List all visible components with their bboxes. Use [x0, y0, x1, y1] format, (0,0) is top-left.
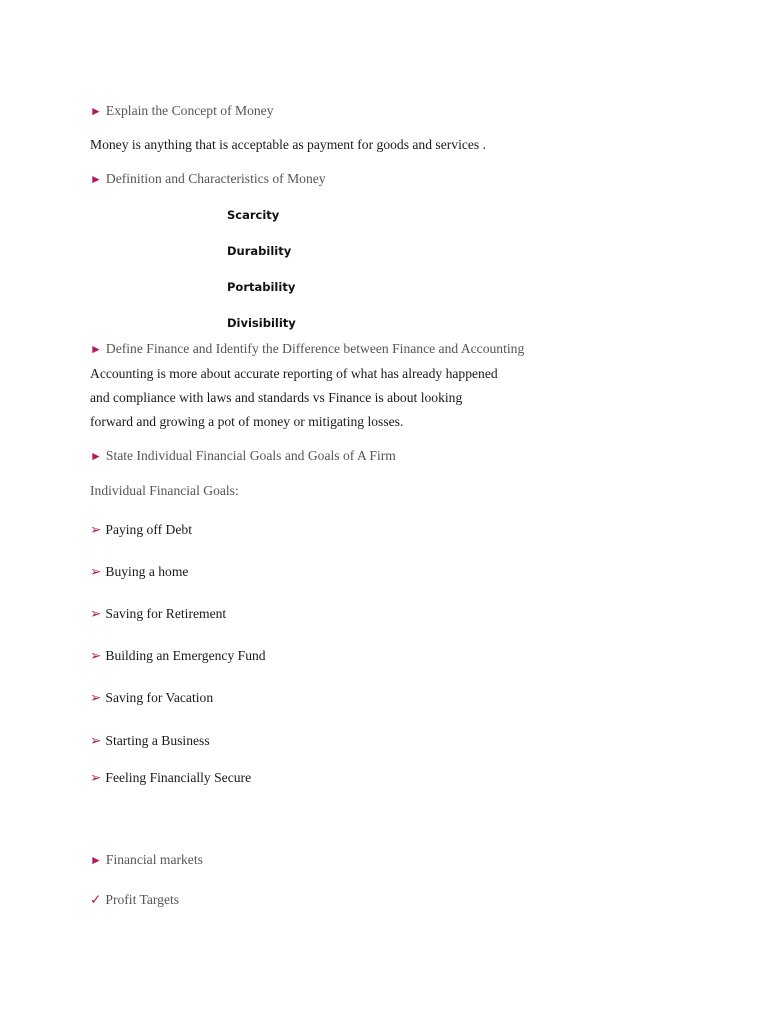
triangle-bullet-icon: ► [90, 342, 102, 356]
finance-vs-accounting-line-3: forward and growing a pot of money or mitigating losses. [90, 414, 404, 429]
heading-finance-vs-accounting: ► Define Finance and Identify the Difference between Finance and Accounting [90, 341, 525, 356]
arrowhead-bullet-icon: ➢ [90, 564, 102, 579]
arrowhead-bullet-icon: ➢ [90, 522, 102, 537]
list-item: ✓ Profit Targets [90, 892, 180, 907]
list-item: ➢ Saving for Vacation [90, 690, 214, 705]
heading-financial-markets: ► Financial markets [90, 852, 203, 867]
list-item: ➢ Paying off Debt [90, 522, 192, 537]
finance-vs-accounting-line-2: and compliance with laws and standards vs Finance is about looking [90, 390, 463, 405]
characteristic-divisibility: Divisibility [227, 316, 296, 330]
arrowhead-bullet-icon: ➢ [90, 690, 102, 705]
arrowhead-bullet-icon: ➢ [90, 733, 102, 748]
triangle-bullet-icon: ► [90, 853, 102, 867]
heading-characteristics-of-money: ► Definition and Characteristics of Money [90, 171, 326, 186]
triangle-bullet-icon: ► [90, 104, 102, 118]
individual-goals-label: Individual Financial Goals: [90, 483, 239, 498]
arrowhead-bullet-icon: ➢ [90, 606, 102, 621]
heading-concept-of-money: ► Explain the Concept of Money [90, 103, 274, 118]
list-item: ➢ Building an Emergency Fund [90, 648, 266, 663]
characteristic-portability: Portability [227, 280, 296, 294]
list-item: ➢ Saving for Retirement [90, 606, 227, 621]
list-item: ➢ Feeling Financially Secure [90, 770, 252, 785]
money-definition-text: Money is anything that is acceptable as payment for goods and services . [90, 137, 486, 152]
list-item: ➢ Buying a home [90, 564, 189, 579]
arrowhead-bullet-icon: ➢ [90, 770, 102, 785]
triangle-bullet-icon: ► [90, 172, 102, 186]
characteristic-scarcity: Scarcity [227, 208, 280, 222]
triangle-bullet-icon: ► [90, 449, 102, 463]
list-item: ➢ Starting a Business [90, 733, 210, 748]
arrowhead-bullet-icon: ➢ [90, 648, 102, 663]
characteristic-durability: Durability [227, 244, 292, 258]
check-mark-icon: ✓ [90, 892, 102, 907]
finance-vs-accounting-line-1: Accounting is more about accurate reporting of what has already happened [90, 366, 498, 381]
heading-financial-goals: ► State Individual Financial Goals and Goals of A Firm [90, 448, 396, 463]
